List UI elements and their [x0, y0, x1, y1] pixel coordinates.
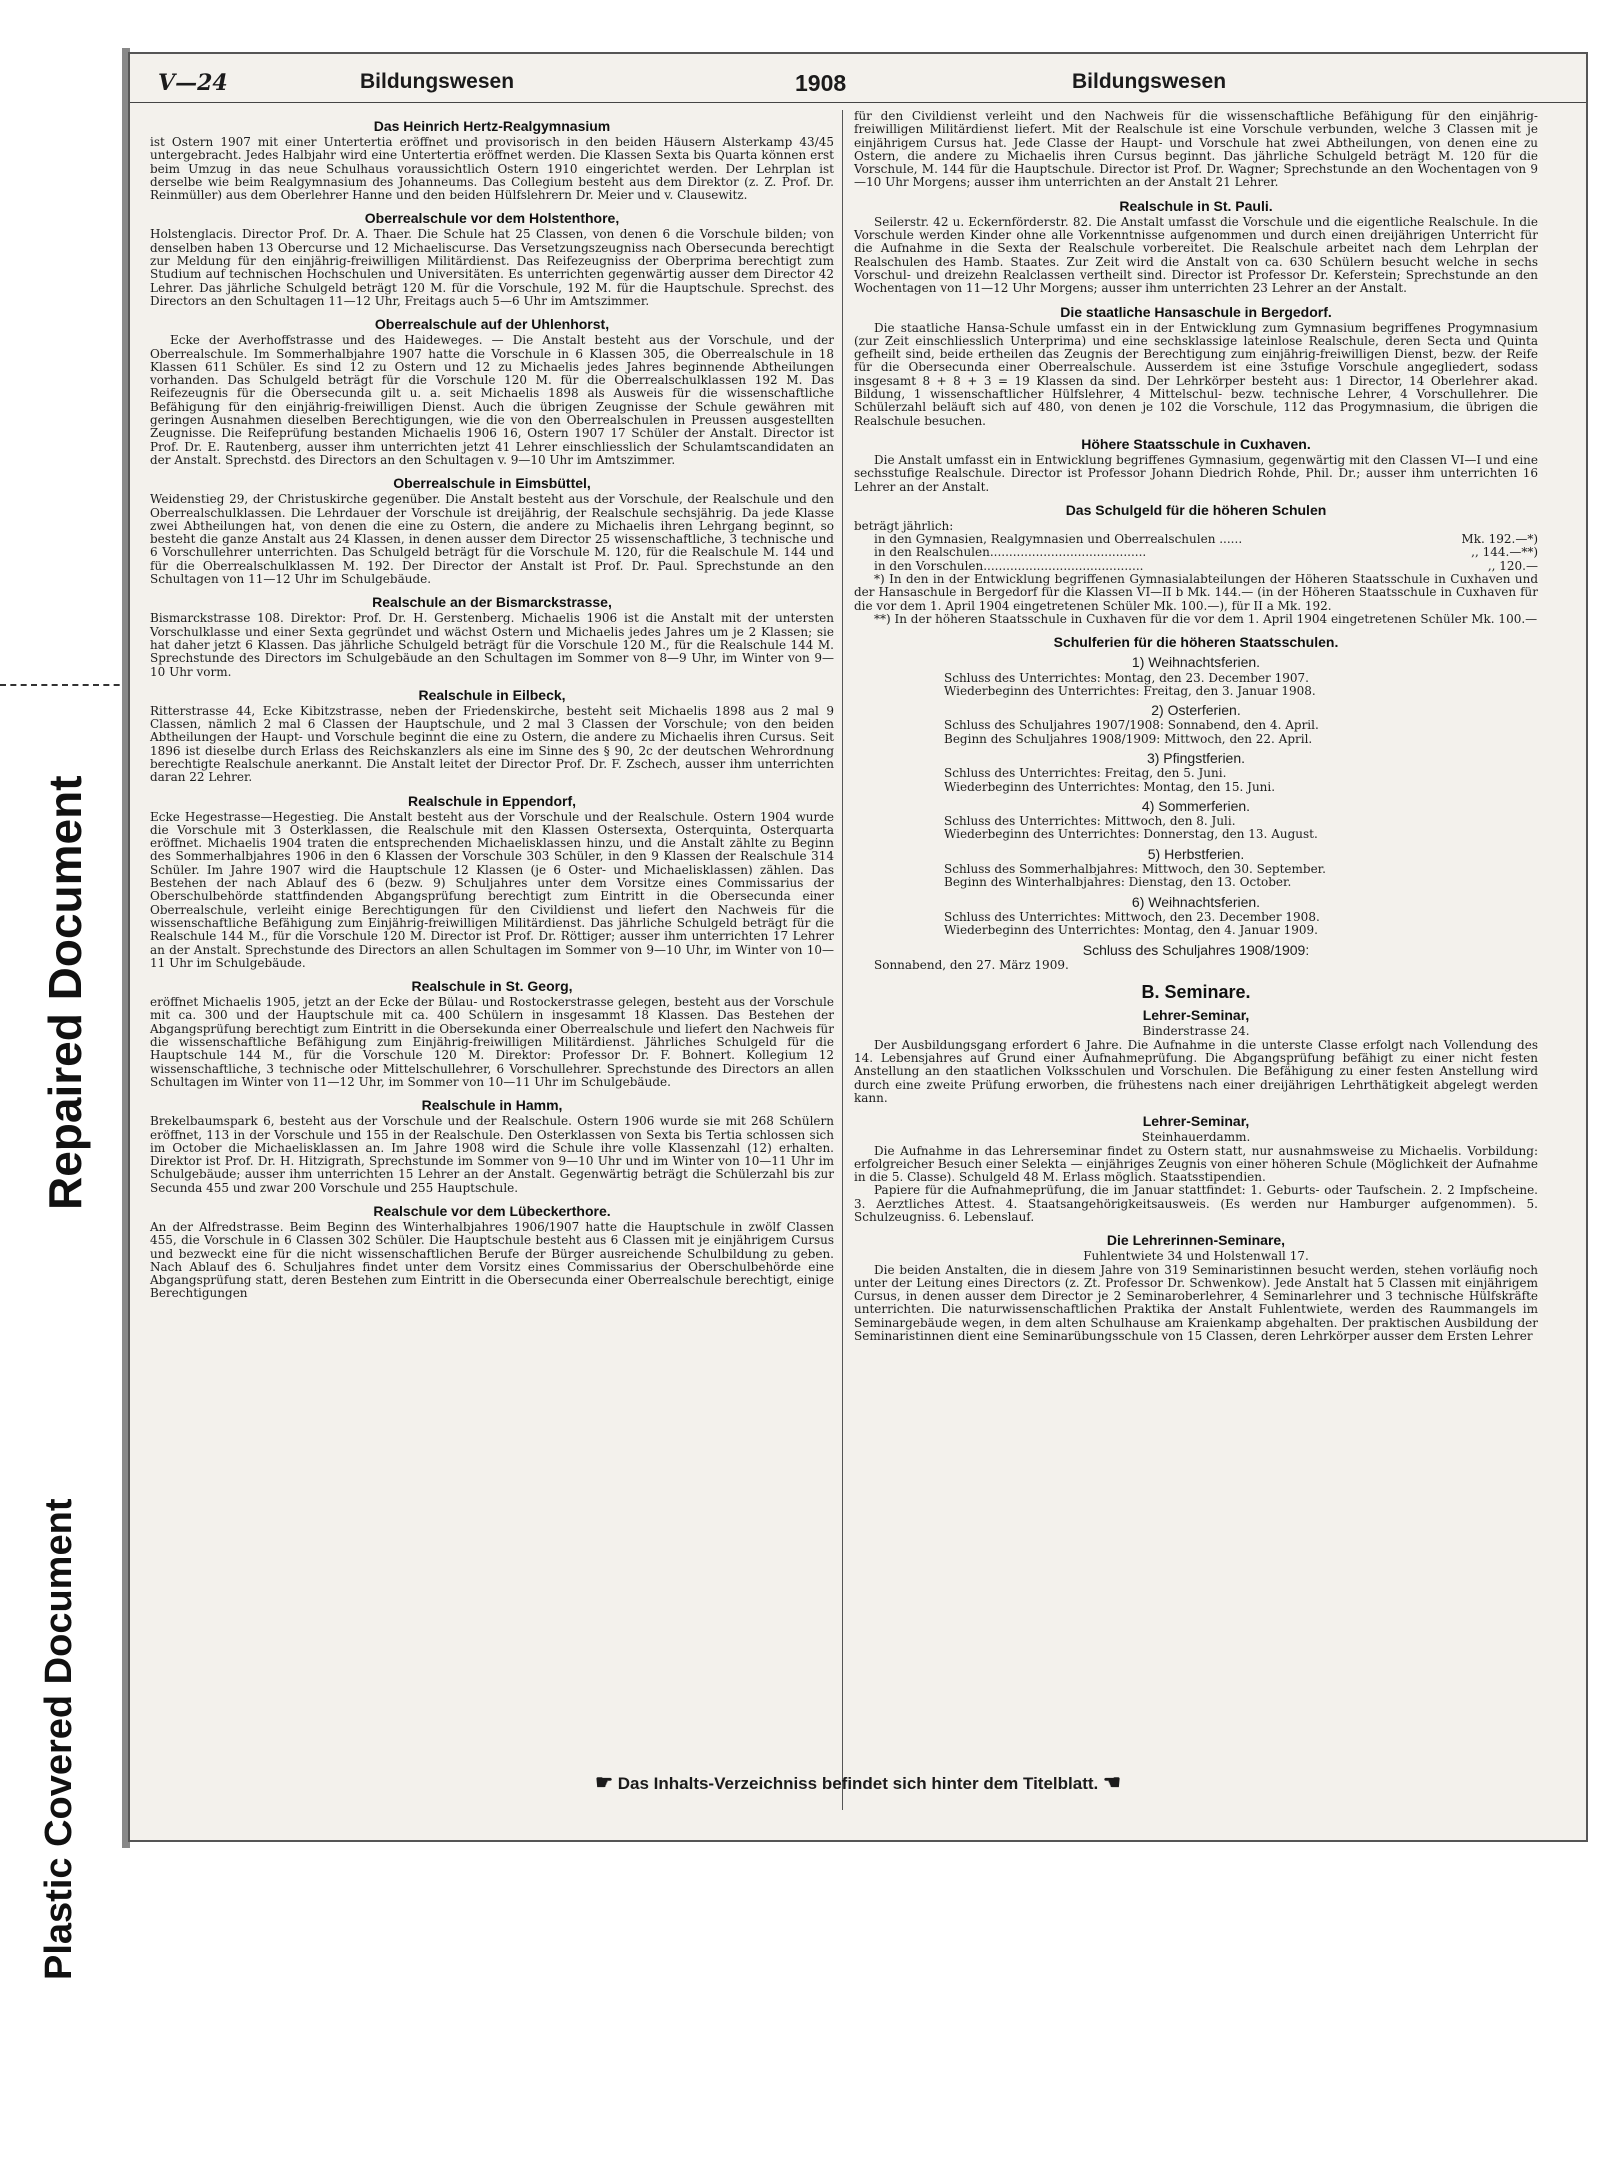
section-eppendorf [150, 793, 834, 971]
section-luebeckerthor [150, 1203, 834, 1301]
seminar-text: Die beiden Anstalten, die in diesem Jahre von 319 Seminaristinnen besucht werden, stehen vorläufig noch unter der Leitung eines Directors (z. Zt. Professor Dr. Schwenkow). Jede Anstalt hat 5 Classen mit einjährigem Cursus, in denen ausser dem Director je 2 Seminaroberlehrer, 4 Seminarlehrer und 3 technische Hülfskräfte unterrichten. Die naturwissenschaftlichen Praktika der Anstalt Fuhlentwiete, werden des Raummangels im Seminargebäude wegen, in dem alten Schulhause am Kraienkamp abgehalten. Der praktischen Ausbildung der Seminaristinnen dient eine Seminarübungsschule von 15 Classen, deren Lehrkörper ausser dem Ersten Lehrer [854, 1262, 1538, 1344]
seminar-address: Steinhauerdamm. [1141, 1130, 1251, 1145]
section-text: An der Alfredstrasse. Beim Beginn des Winterhalbjahres 1906/1907 hatte die Hauptschule in zwölf Classen 455, die Vorschule in 6 Classen 302 Schüler. Die Hauptschule besteht aus 6 Classen mit je einjährigem Cursus und bezweckt eine für die nicht wissenschaftlichen Berufe der Bürger ausreichende Schulbildung zu geben. Nach Ablauf des 6. Schuljahres findet unter dem Vorsitz eines Commissarius der Oberschulbehörde eine Abgangsprüfung statt, deren Bestehen zum Eintritt in die Obersecunda einer Oberrealschule berechtigt, einige Berechtigungen [150, 1220, 834, 1301]
section-text: Bismarckstrasse 108. Direktor: Prof. Dr. H. Gerstenberg. Michaelis 1906 ist die Anstalt mit der untersten Vorschulklasse und einer Sexta gegründet und wächst Ostern und Michaelis jedes Jahres um je 2 Klassen; sie hat daher jetzt 6 Klassen. Das jährliche Schulgeld beträgt für die Vorschule 120 M., für die Realschule 144 M. Sprechstunde des Directors im Schulgebäude an den Schultagen im Sommer von 8—9 Uhr, im Winter von 9—10 Uhr vorm. [150, 611, 834, 679]
fee-label: in den Vorschulen.......................................... [874, 558, 1144, 573]
section-title: Oberrealschule auf der Uhlenhorst, [374, 316, 610, 333]
page-number: V—24 [158, 70, 228, 96]
fee-label: in den Realschulen......................................... [874, 545, 1147, 560]
section-text: Ecke der Averhoffstrasse und des Haideweges. — Die Anstalt besteht aus der Vorschule, und der Oberrealschule. Im Sommerhalbjahre 1907 hatte die Vorschule in 6 Klassen 305, die Oberrealschule in 18 Klassen 611 Schüler. Es sind 12 zu Ostern und 12 zu Michaelis jedes Jahres beginnende Abtheilungen vorhanden. Das Schulgeld beträgt für die Vorschule 120 M. für die Oberrealschulklassen 192 M. Das Reifezeugnis für die Obersecunda gilt u. a. seit Michaelis 1898 als Ausweis für die wissenschaftliche Befähigung für den einjährig-freiwilligen Dienst. Auch die übrigen Zeugnisse der Schule gewähren mit geringen Ausnahmen dieselben Berechtigungen, wie die von den Oberrealschulen in Preussen ausgestellten Zeugnisse. Die Reifeprüfung bestanden Michaelis 1906 16, Ostern 1907 17 Schüler der Anstalt. Director ist Prof. Dr. E. Rautenberg, ausser ihm unterrichten jetzt 41 Lehrer einschliesslich der Schulamtscandidaten an der Anstalt. Sprechstd. des Directors an den Schultagen v. 9—10 Uhr im Amtszimmer. [150, 333, 834, 467]
dashed-divider [0, 684, 130, 686]
section-schulgeld [854, 502, 1538, 626]
ferien-line: Wiederbeginn des Unterrichtes: Freitag, den 3. Januar 1908. [944, 683, 1316, 698]
seminar-title: Lehrer-Seminar, [1142, 1113, 1250, 1130]
ferien-head: 3) Pfingstferien. [1146, 749, 1246, 766]
seminare-title: B. Seminare. [1141, 982, 1251, 1003]
footnote: **) In der höheren Staatsschule in Cuxhaven für die vor dem 1. April 1904 eingetretenen Schüler Mk. 100.— [874, 611, 1538, 626]
fee-value: ,, 144.—**) [1471, 545, 1538, 560]
section-title: Oberrealschule in Eimsbüttel, [393, 475, 591, 492]
continuation-text: für den Civildienst verleiht und den Nachweis für die wissenschaftliche Befähigung für den einjährig-freiwilligen Militärdienst liefert. Mit der Realschule ist eine Vorschule verbunden, welche 3 Classen mit je einjährigem Cursus hat. Jede Classe der Haupt- und Vorschule hat zwei Abtheilungen, von denen eine zu Ostern, die andere zu Michaelis ihren Cursus beginnt. Das jährliche Schulgeld beträgt M. 120 für die Vorschule, M. 144 für die Hauptschule. Director ist Prof. Dr. Wagner; Sprechstunde an den Wochentagen von 9—10 Uhr Morgens; ausser ihm unterrichten an der Anstalt 21 Lehrer. [854, 109, 1538, 190]
ferien-line: Schluss des Schuljahres 1907/1908: Sonnabend, den 4. April. [944, 718, 1319, 733]
fee-row [854, 533, 1538, 546]
section-title: Realschule in Hamm, [421, 1097, 563, 1114]
page-header [130, 62, 1586, 103]
fee-value: Mk. 192.—*) [1461, 532, 1538, 547]
section-title: Das Heinrich Hertz-Realgymnasium [373, 118, 611, 134]
pointing-hand-left-icon: ☚ [1103, 1772, 1121, 1794]
section-title: Höhere Staatsschule in Cuxhaven. [1081, 435, 1311, 452]
section-title: Schulferien für die höheren Staatsschulen. [1053, 634, 1339, 651]
section-text: Ecke Hegestrasse—Hegestieg. Die Anstalt besteht aus der Vorschule und der Realschule. Ostern 1904 wurde die Vorschule mit 3 Osterklassen, die Realschule mit den Klassen Ostersexta, Osterquinta, Osterquarta eröffnet. Michaelis 1904 traten die entsprechenden Michaelisklassen hinzu, und die Anstalt zählte zu Beginn des Sommerhalbjahres 1906 in den 6 Klassen der Vorschule 303 Schüler, in den 9 Klassen der Realschule 314 Schüler. Im Jahre 1907 wird die Hauptschule 12 Klassen (je 6 Oster- und Michaelisklassen) zählen. Das Bestehen der nach Ablauf des 6 (bezw. 9) Schuljahres unter dem Vorsitze eines Commissarius der Oberschulbehörde stattfindenden Abgangsprüfung berechtigt zum Eintritt in die Obersecunda einer Oberrealschule, verleiht einige Berechtigungen für den Civildienst und liefert den Nachweis für die wissenschaftliche Befähigung zum Einjährig-freiwilligen Militärdienst. Das jährliche Schulgeld beträgt für die Realschule 144 M., für die Vorschule 120 M. Director ist Prof. Dr. Röttiger; ausser ihm unterrichten 17 Lehrer an der Anstalt. Sprechstunde des Directors an allen Schultagen im Sommer von 9—10 Uhr, im Winter von 10—11 Uhr im Schulgebäude. [150, 809, 834, 970]
header-left-title: Bildungswesen [360, 70, 515, 93]
fee-value: ,, 120.— [1487, 558, 1538, 573]
seminar-text: Die Aufnahme in das Lehrerseminar findet zu Ostern statt, nur ausnahmsweise zu Michaelis. Vorbildung: erfolgreicher Besuch einer Selekta — einjähriges Zeugnis von einer höheren Schule (Möglichkeit der Aufnahme in die 5. Classe). Schulgeld 48 M. Erlass möglich. Staatsstipendien. [854, 1143, 1538, 1185]
section-text: ist Ostern 1907 mit einer Untertertia eröffnet und provisorisch in den beiden Häusern Alsterkamp 43/45 untergebracht. Jedes Halbjahr wird eine Untertertia eröffnet werden. Die Klassen Sexta bis Quarta können erst beim Umzug in das neue Schulhaus voraussichtlich Ostern 1910 eingerichtet werden. Der Lehrplan ist derselbe wie beim Realgymnasium des Johanneums. Das Collegium besteht aus dem Direktor (z. Z. Prof. Dr. Reinmüller) aus dem Oberlehrer Hanne und den beiden Hülfslehrern Dr. Meier und v. Clausewitz. [150, 135, 834, 203]
ferien-line: Wiederbeginn des Unterrichtes: Montag, den 15. Juni. [944, 779, 1276, 794]
ferien-line: Wiederbeginn des Unterrichtes: Montag, den 4. Januar 1909. [944, 923, 1318, 938]
bottom-note [130, 1770, 1586, 1795]
seminar-address: Fuhlentwiete 34 und Holstenwall 17. [1083, 1249, 1309, 1264]
fee-row [854, 560, 1538, 573]
ferien-line: Schluss des Unterrichtes: Mittwoch, den 8. Juli. [944, 814, 1236, 829]
ferien-head: 1) Weihnachtsferien. [1131, 654, 1261, 671]
header-right-title: Bildungswesen [1072, 70, 1227, 93]
fee-label: in den Gymnasien, Realgymnasien und Oberrealschulen ...... [874, 532, 1243, 547]
schluss-head: Schluss des Schuljahres 1908/1909: [1082, 941, 1310, 958]
seminar-text: Der Ausbildungsgang erfordert 6 Jahre. Die Aufnahme in die unterste Classe erfolgt nach Vollendung des 14. Lebensjahres auf Grund einer Aufnahmeprüfung. Die Abgangsprüfung befähigt zu einer nicht festen Anstellung an den staatlichen Volksschulen und Vorschulen. Die Befähigung zu einer festen Anstellung wird durch eine zweite Prüfung erworben, die frühestens nach einer dreijährigen Lehrthätigkeit abgelegt werden kann. [854, 1037, 1538, 1105]
fee-row [854, 546, 1538, 559]
section-title: Das Schulgeld für die höheren Schulen [1065, 501, 1327, 518]
footnote: *) In den in der Entwicklung begriffenen Gymnasialabteilungen der Höheren Staatsschule in Cuxhaven und der Hansaschule in Bergedorf für die Klassen VI—II b Mk. 144.— (in der Höheren Staatsschule in Cuxhaven für die vor dem 1. April 1904 eingetretenen Schüler Mk. 100.—), für II a Mk. 192. [854, 572, 1538, 613]
section-seminare [854, 982, 1538, 1344]
section-st-pauli [854, 198, 1538, 296]
section-title: Realschule in St. Georg, [411, 978, 573, 995]
section-text: Seilerstr. 42 u. Eckernförderstr. 82. Die Anstalt umfasst die Vorschule und die eigentliche Realschule. In die Vorschule werden Kinder ohne alle Vorkenntnisse aufgenommen und durch einen dreijährigen Unterricht für die Aufnahme in die Sexta der Realschule vorbereitet. Die Realschule arbeitet nach dem Lehrplan der Realschulen des Hamb. Staates. Zur Zeit wird die Anstalt von ca. 630 Schülern besucht welche in sechs Vorschul- und dreizehn Realclassen vertheilt sind. Director ist Professor Dr. Keferstein; Sprechstunde an den Wochentagen von 11—12 Uhr Morgens; ausser ihm unterrichten 23 Lehrer an der Anstalt. [854, 214, 1538, 296]
section-holstenthor [150, 210, 834, 308]
section-title: Oberrealschule vor dem Holstenthore, [364, 210, 620, 227]
section-hamm [150, 1097, 834, 1195]
section-schulferien [854, 634, 1538, 972]
schulgeld-intro: beträgt jährlich: [854, 518, 954, 533]
seminar-title: Die Lehrerinnen-Seminare, [1106, 1232, 1286, 1249]
header-year: 1908 [795, 70, 847, 96]
ferien-line: Beginn des Winterhalbjahres: Dienstag, den 13. October. [944, 875, 1292, 890]
seminar-address: Binderstrasse 24. [1142, 1024, 1250, 1039]
ferien-line: Schluss des Unterrichtes: Montag, den 23. December 1907. [944, 670, 1309, 685]
section-title: Realschule an der Bismarckstrasse, [372, 594, 612, 611]
ferien-line: Beginn des Schuljahres 1908/1909: Mittwoch, den 22. April. [944, 731, 1313, 746]
section-hansaschule [854, 304, 1538, 428]
pointing-hand-icon: ☛ [595, 1772, 613, 1794]
section-bismarckstrasse [150, 594, 834, 678]
section-st-georg [150, 978, 834, 1089]
section-text: Ritterstrasse 44, Ecke Kibitzstrasse, neben der Friedenskirche, besteht seit Michaelis 1898 aus 2 mal 9 Classen, nämlich 2 mal 6 Classen der Hauptschule, und 2 mal 3 Classen der Vorschule; von den beiden Abtheilungen der Haupt- und Vorschule beginnt die eine zu Ostern, die andere zu Michaelis ihren Cursus. Seit 1896 ist dieselbe durch Erlass des Reichskanzlers als eine im Sinne des § 90, 2c der deutschen Wehrordnung berechtigte Realschule anerkannt. Die Anstalt leitet der Director Prof. Dr. F. Zschech, ausser ihm unterrichten daran 22 Lehrer. [150, 703, 834, 785]
ferien-line: Wiederbeginn des Unterrichtes: Donnerstag, den 13. August. [944, 827, 1318, 842]
section-text: Holstenglacis. Director Prof. Dr. A. Thaer. Die Schule hat 25 Classen, von denen 6 die Vorschule bilden; von denselben haben 13 Obercurse und 12 Michaeliscurse. Das Versetzungszeugniss nach Obersecunda berechtigt zur Meldung für den einjährig-freiwilligen Militärdienst. Das Reifezeugniss der Oberprima berechtigt zum Studium auf technischen Hochschulen und Universitäten. Es unterrichten gegenwärtig ausser dem Director 42 Lehrer. Das jährliche Schulgeld beträgt 120 M. für die Vorschule, 192 M. für die Hauptschule. Sprechst. des Directors an den Schultagen 11—12 Uhr, Freitags auch 5—6 Uhr im Amtszimmer. [150, 227, 834, 308]
section-text: Brekelbaumspark 6, besteht aus der Vorschule und der Realschule. Ostern 1906 wurde sie mit 268 Schülern eröffnet, 113 in der Vorschule und 155 in der Realschule. Den Osterklassen von Sexta bis Tertia schlossen sich im October die Michaelisklassen an. Im Jahre 1908 wird die Schule ihre volle Klassenzahl (12) erhalten. Direktor ist Prof. Dr. H. Hitzigrath, Sprechstunde im Sommer von 9—10 Uhr und im Winter von 10—11 Uhr im Schulgebäude; ausser ihm unterrichten 15 Lehrer an der Anstalt. Gegenwärtig beträgt die Schülerzahl bis zur Secunda 455 und zwar 200 Vorschule und 255 Hauptschule. [150, 1114, 834, 1195]
section-cuxhaven [854, 436, 1538, 494]
section-uhlenhorst [150, 316, 834, 467]
column-divider [842, 110, 843, 1810]
ferien-line: Schluss des Sommerhalbjahres: Mittwoch, den 30. September. [944, 862, 1326, 877]
section-title: Realschule vor dem Lübeckerthore. [373, 1203, 611, 1219]
ferien-line: Schluss des Unterrichtes: Freitag, den 5. Juni. [944, 766, 1227, 781]
seminar-text: Papiere für die Aufnahmeprüfung, die im Januar stattfindet: 1. Geburts- oder Taufschein. 2. 2 Impfscheine. 3. Aerztliches Attest. 4. Staatsangehörigkeitsausweis. (Es werden nur Hamburger aufgenommen). 5. Schulzeugniss. 6. Lebenslauf. [854, 1183, 1538, 1224]
left-column [150, 110, 834, 1307]
right-column [854, 110, 1538, 1349]
section-text: Die staatliche Hansa-Schule umfasst ein in der Entwicklung zum Gymnasium begriffenes Progymnasium (zur Zeit einschliesslich Unterprima) und eine sechsklassige lateinlose Realschule, deren Secta und Quinta gefheilt sind, beide ertheilen das Zeugnis der Berechtigung zum einjährig-freiwilligen Dienst, bezw. der Reife für die Obersecunda einer Oberrealschule. Ausserdem ist eine 3stufige Vorschule angegliedert, sodass insgesamt 8 + 8 + 3 = 19 Klassen da sind. Der Lehrkörper besteht aus: 1 Director, 14 Oberlehrer akad. Bildung, 1 wissenschaftlicher Hülfslehrer, 4 Mittelschul- bezw. technische Lehrer, 4 Vorschullehrer. Die Schülerzahl beläuft sich auf 480, von denen je 102 die Vorschule, 112 das Progymnasium, die übrigen die Realschule besuchen. [854, 320, 1538, 428]
bottom-note-text: Das Inhalts-Verzeichniss befindet sich hinter dem Titelblatt. [617, 1774, 1099, 1793]
section-hertz [150, 118, 834, 202]
section-title: Die staatliche Hansaschule in Bergedorf. [1060, 303, 1332, 320]
section-text: eröffnet Michaelis 1905, jetzt an der Ecke der Bülau- und Rostockerstrasse gelegen, besteht aus der Vorschule mit ca. 300 und der Hauptschule mit ca. 400 Schülern in insgesammt 18 Klassen. Das Bestehen der Abgangsprüfung berechtigt zum Eintritt in die Obersekunda einer Oberrealschule und liefert den Nachweis für die wissenschaftliche Befähigung zum Einjährig-freiwilligen Militärdienst. Jährliches Schulgeld für die Hauptschule 144 M., für die Vorschule 120 M. Direktor: Professor Dr. F. Bohnert. Kollegium 12 wissenschaftliche, 3 technische oder Mittelschullehrer, 6 Vorschullehrer. Sprechstunde des Directors an allen Schultagen im Winter von 11—12 Uhr, im Sommer von 10—11 Uhr im Schulgebäude. [150, 995, 834, 1089]
ferien-head: 6) Weihnachtsferien. [1131, 893, 1261, 910]
section-text: Die Anstalt umfasst ein in Entwicklung begriffenes Gymnasium, gegenwärtig mit den Classen VI—I und eine sechsstufige Realschule. Director ist Professor Johann Diedrich Rohde, Phil. Dr.; ausser ihm unterrichten 16 Lehrer an der Anstalt. [854, 452, 1538, 494]
document-page [128, 52, 1588, 1842]
ferien-head: 4) Sommerferien. [1141, 797, 1251, 814]
ferien-head: 2) Osterferien. [1151, 702, 1241, 719]
section-title: Realschule in Eilbeck, [418, 686, 566, 703]
ferien-line: Schluss des Unterrichtes: Mittwoch, den 23. December 1908. [944, 909, 1320, 924]
ferien-head: 5) Herbstferien. [1147, 845, 1245, 862]
seminar-title: Lehrer-Seminar, [1142, 1007, 1250, 1024]
section-eilbeck [150, 687, 834, 785]
schluss-line: Sonnabend, den 27. März 1909. [874, 957, 1069, 972]
section-title: Realschule in St. Pauli. [1119, 197, 1273, 214]
section-title: Realschule in Eppendorf, [407, 792, 577, 809]
section-text: Weidenstieg 29, der Christuskirche gegenüber. Die Anstalt besteht aus der Vorschule, der Realschule und den Oberrealschulklassen. Die Lehrdauer der Vorschule ist dreijährig, der Realschule sechsjährig. Da jede Klasse zwei Abtheilungen hat, von denen die eine zu Ostern, die andere zu Michaelis ihren Lehrgang beginnt, so besteht die ganze Anstalt aus 24 Klassen, in denen ausser dem Director 25 wissenschaftliche, 3 technische und 6 Vorschullehrer unterrichten. Das Schulgeld beträgt für die Vorschule M. 120, für die Realschule M. 144 und für die Oberrealschulklassen M. 192. Der Director der Anstalt ist Prof. Dr. Paul. Sprechstunde an den Schultagen von 11—12 Uhr im Schulgebäude. [150, 492, 834, 587]
section-eimsbuettel [150, 475, 834, 586]
